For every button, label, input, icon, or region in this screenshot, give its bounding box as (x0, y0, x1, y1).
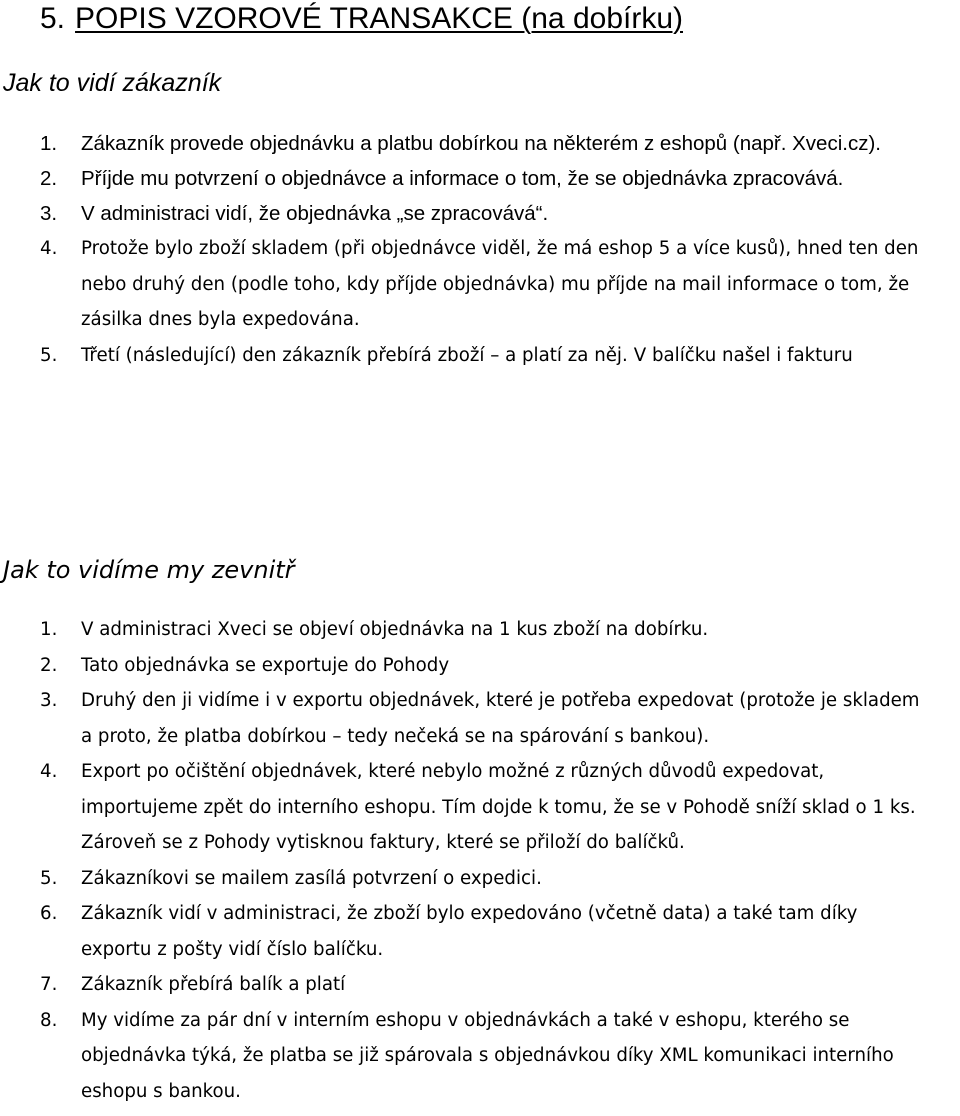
list-item-number: 1. (40, 619, 58, 640)
list-item (40, 126, 920, 161)
list-item-text: Zákazník provede objednávku a platbu dobírkou na některém z eshopů (např. Xveci.cz). (81, 132, 881, 155)
customer-view-heading: Jak to vidí zákazník (3, 69, 222, 97)
list-item-text: Protože bylo zboží skladem (při objednávce viděl, že má eshop 5 a více kusů), hned ten den nebo druhý den (podle toho, kdy příjde objednávka) mu příjde na mail informace o tom, že zásilka dnes byla expedována. (81, 238, 919, 330)
list-item-number: 5. (40, 867, 58, 889)
list-item-number: 5. (40, 344, 58, 366)
list-item-text: Třetí (následující) den zákazník přebírá zboží – a platí za něj. (81, 344, 628, 366)
internal-steps-list (40, 612, 920, 1109)
list-item-number: 1. (40, 132, 58, 155)
list-item-number: 7. (40, 974, 58, 995)
list-item-number: 2. (40, 167, 58, 190)
list-item-text: Tato objednávka se exportuje do Pohody (81, 654, 450, 676)
page-title (40, 0, 683, 38)
list-item-text: Zákazníkovi se mailem zasílá potvrzení o expedici. (81, 867, 542, 889)
list-item-number: 4. (40, 238, 58, 259)
customer-steps-list (40, 126, 920, 373)
list-item-extra-text: V balíčku našel i fakturu (633, 344, 853, 366)
list-item-text: Druhý den ji vidíme i v exportu objednávek, které je potřeba expedovat (protože je skladem a proto, že platba dobírkou – tedy nečeká se na spárování s bankou). (81, 690, 920, 747)
list-item (40, 967, 920, 1003)
list-item-number: 3. (40, 690, 58, 711)
list-item-text: Zákazník přebírá balík a platí (81, 974, 346, 995)
list-item-text: V administraci vidí, že objednávka „se zpracovává“. (81, 202, 549, 225)
list-item-text: My vidíme za pár dní v interním eshopu v objednávkách a také v eshopu, kterého se objednávka týká, že platba se již spárovala s objednávkou díky XML komunikaci interního eshopu s bankou. (81, 1009, 894, 1102)
list-item (40, 231, 920, 338)
list-item (40, 861, 920, 897)
list-item-text: Zákazník vidí v administraci, že zboží bylo expedováno (včetně data) a také tam díky exportu z pošty vidí číslo balíčku. (81, 903, 858, 960)
list-item-text: Export po očištění objednávek, které nebylo možné z různých důvodů expedovat, importujeme zpět do interního eshopu. Tím dojde k tomu, že se v Pohodě sníží sklad o 1 ks. Zároveň se z Pohody vytisknou faktury, které se přiloží do balíčků. (81, 761, 916, 853)
list-item-number: 3. (40, 202, 58, 225)
list-item (40, 683, 920, 754)
list-item (40, 338, 920, 374)
list-item-number: 8. (40, 1009, 58, 1031)
list-item-number: 6. (40, 903, 58, 924)
list-item-number: 4. (40, 761, 58, 782)
list-item (40, 648, 920, 684)
list-item-number: 2. (40, 654, 58, 676)
list-item (40, 754, 920, 861)
internal-view-heading: Jak to vidíme my zevnitř (3, 556, 295, 584)
list-item (40, 196, 920, 231)
page-title-text: POPIS VZOROVÉ TRANSAKCE (na dobírku) (75, 2, 683, 35)
list-item (40, 612, 920, 648)
page-title-number: 5. (40, 2, 66, 35)
list-item (40, 1003, 920, 1110)
list-item-text: V administraci Xveci se objeví objednávka na 1 kus zboží na dobírku. (81, 619, 709, 640)
list-item (40, 161, 920, 196)
list-item-text: Příjde mu potvrzení o objednávce a informace o tom, že se objednávka zpracovává. (81, 167, 844, 190)
list-item (40, 896, 920, 967)
